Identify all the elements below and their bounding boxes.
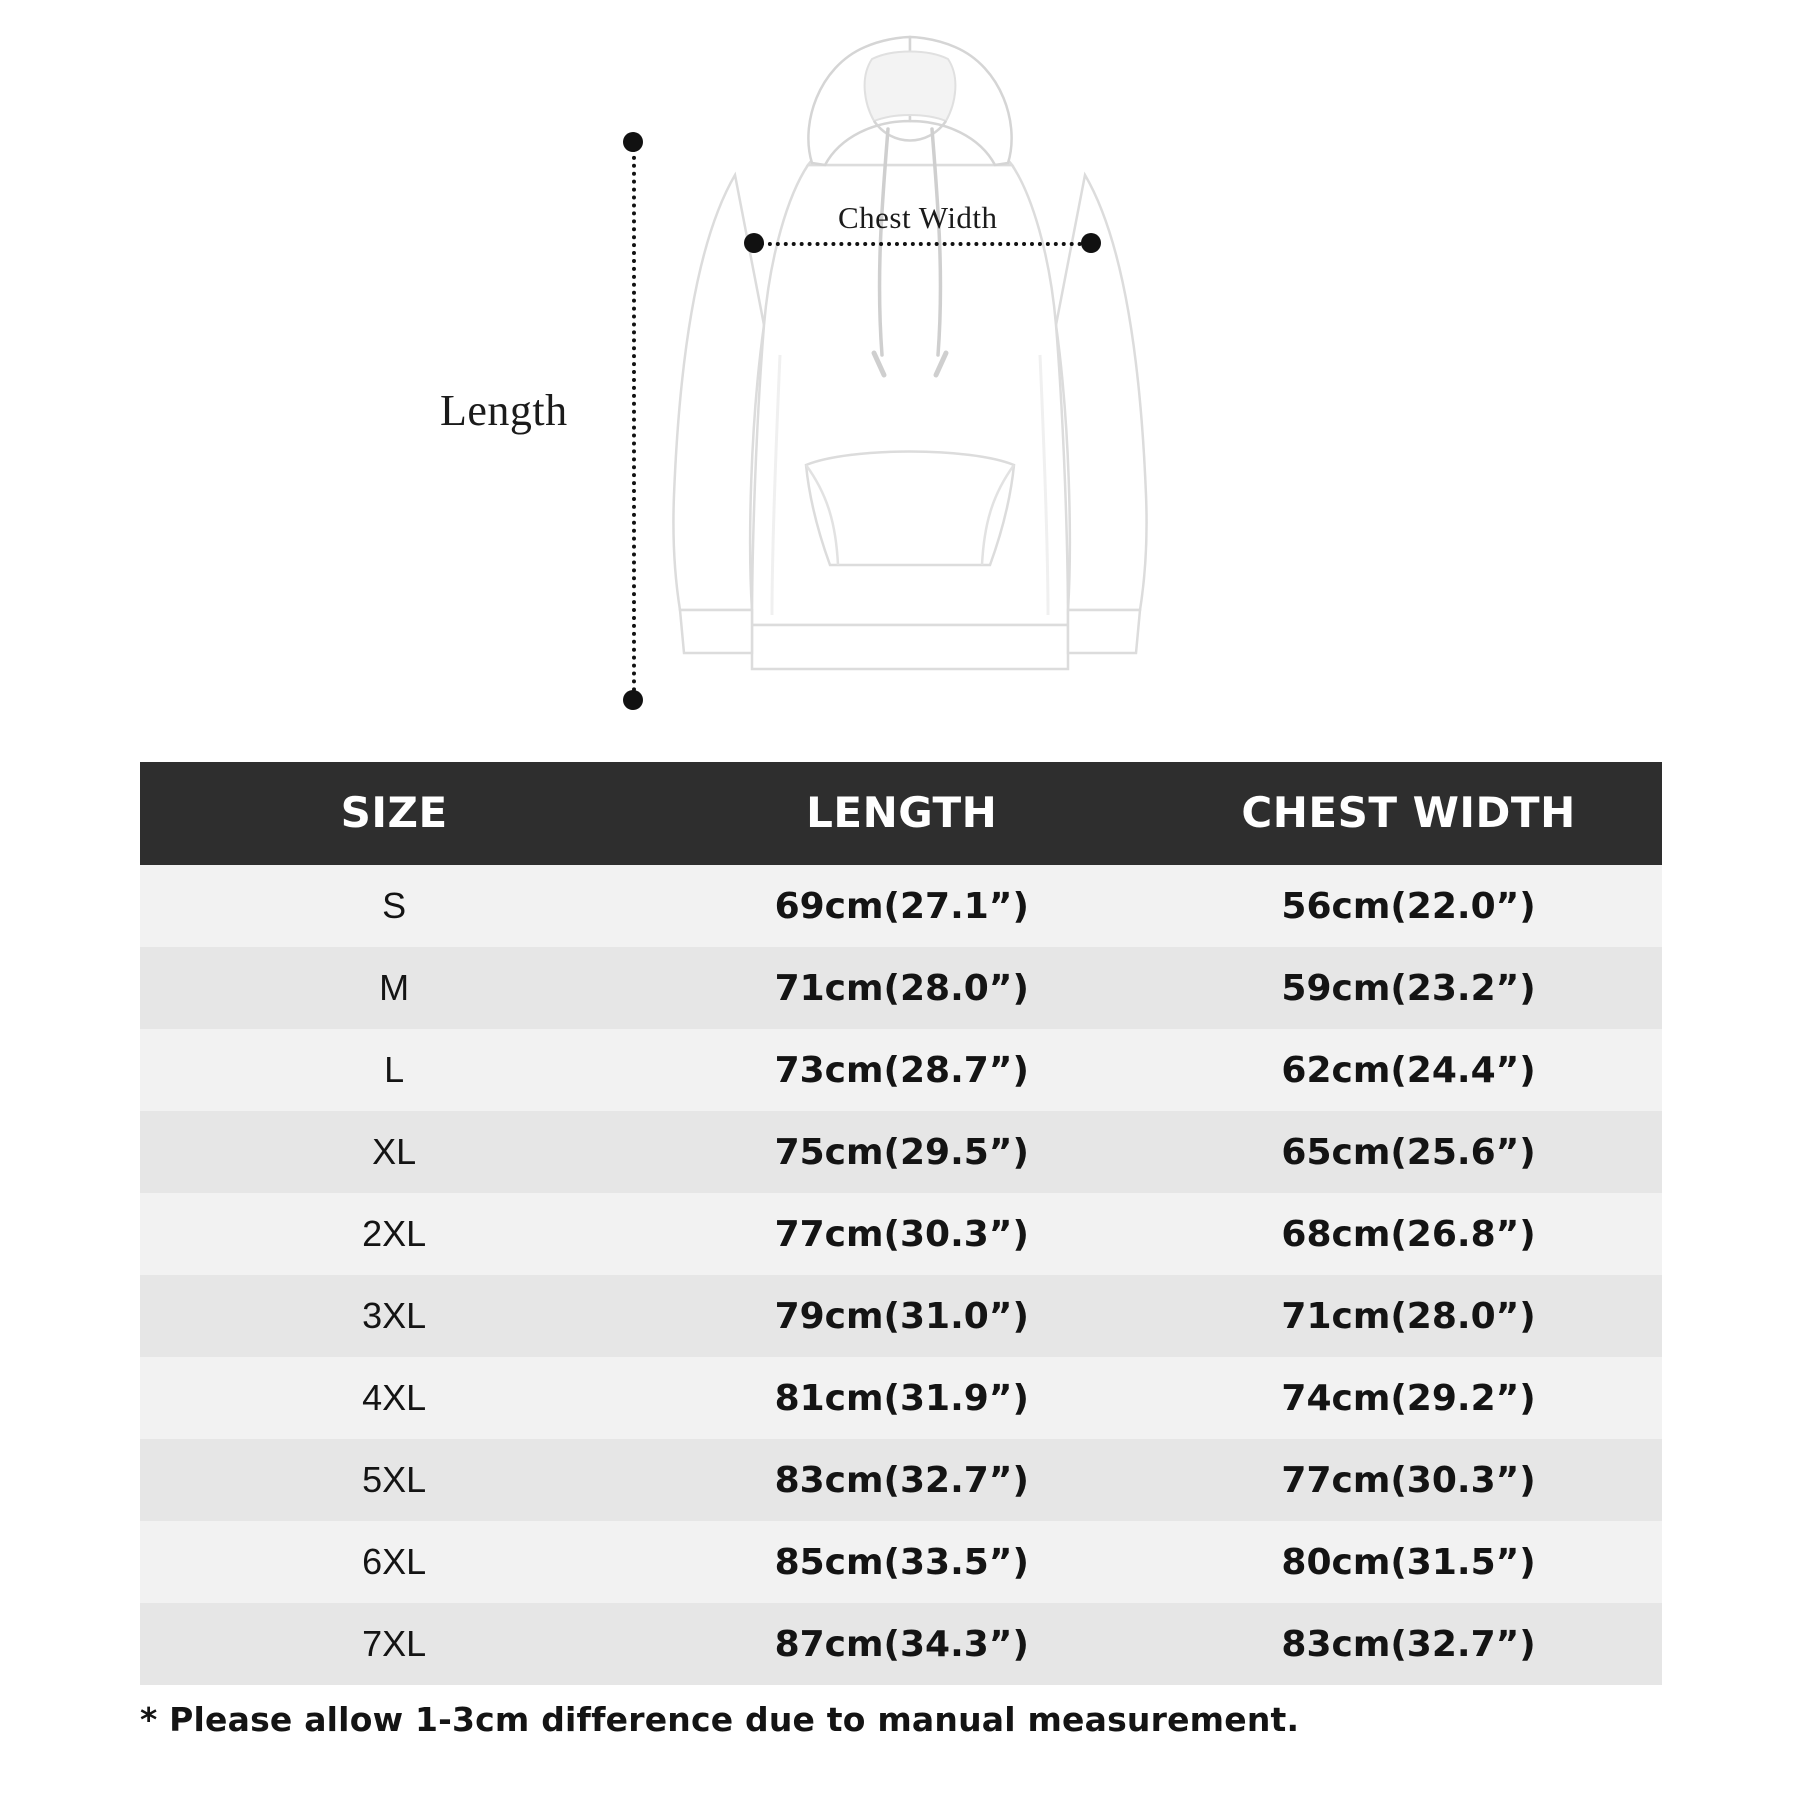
cell-length: 87cm(34.3”) — [648, 1603, 1155, 1685]
table-row — [140, 865, 1662, 947]
cell-chest: 68cm(26.8”) — [1155, 1193, 1662, 1275]
cell-size: L — [140, 1029, 648, 1111]
table-header-row — [140, 762, 1662, 865]
cell-chest: 77cm(30.3”) — [1155, 1439, 1662, 1521]
chest-width-label: Chest Width — [838, 200, 998, 235]
cell-chest: 59cm(23.2”) — [1155, 947, 1662, 1029]
table-row — [140, 1111, 1662, 1193]
cell-length: 71cm(28.0”) — [648, 947, 1155, 1029]
cell-length: 69cm(27.1”) — [648, 865, 1155, 947]
table-row — [140, 947, 1662, 1029]
cell-chest: 56cm(22.0”) — [1155, 865, 1662, 947]
table-row — [140, 1603, 1662, 1685]
cell-size: 3XL — [140, 1275, 648, 1357]
length-label: Length — [440, 386, 568, 435]
cell-size: XL — [140, 1111, 648, 1193]
measurement-footnote: * Please allow 1-3cm difference due to manual measurement. — [140, 1700, 1300, 1739]
table-row — [140, 1275, 1662, 1357]
cell-length: 79cm(31.0”) — [648, 1275, 1155, 1357]
cell-length: 81cm(31.9”) — [648, 1357, 1155, 1439]
cell-size: S — [140, 865, 648, 947]
column-header-chest-width: CHEST WIDTH — [1155, 762, 1662, 865]
cell-size: 6XL — [140, 1521, 648, 1603]
table-row — [140, 1029, 1662, 1111]
cell-length: 85cm(33.5”) — [648, 1521, 1155, 1603]
cell-chest: 71cm(28.0”) — [1155, 1275, 1662, 1357]
cell-size: M — [140, 947, 648, 1029]
length-measure-dot-top — [623, 132, 643, 152]
length-measure-line — [632, 140, 636, 700]
cell-size: 4XL — [140, 1357, 648, 1439]
cell-size: 2XL — [140, 1193, 648, 1275]
cell-chest: 74cm(29.2”) — [1155, 1357, 1662, 1439]
column-header-length: LENGTH — [648, 762, 1155, 865]
hoodie-illustration — [660, 25, 1160, 715]
cell-chest: 80cm(31.5”) — [1155, 1521, 1662, 1603]
column-header-size: SIZE — [140, 762, 648, 865]
size-chart-table — [140, 762, 1662, 1685]
cell-chest: 83cm(32.7”) — [1155, 1603, 1662, 1685]
cell-length: 83cm(32.7”) — [648, 1439, 1155, 1521]
table-row — [140, 1357, 1662, 1439]
length-measure-dot-bottom — [623, 690, 643, 710]
size-chart-illustration — [0, 0, 1800, 760]
cell-chest: 65cm(25.6”) — [1155, 1111, 1662, 1193]
table-row — [140, 1439, 1662, 1521]
chest-measure-dot-right — [1081, 233, 1101, 253]
table-row — [140, 1193, 1662, 1275]
cell-chest: 62cm(24.4”) — [1155, 1029, 1662, 1111]
cell-length: 75cm(29.5”) — [648, 1111, 1155, 1193]
chest-measure-dot-left — [744, 233, 764, 253]
cell-size: 5XL — [140, 1439, 648, 1521]
cell-length: 73cm(28.7”) — [648, 1029, 1155, 1111]
table-row — [140, 1521, 1662, 1603]
cell-length: 77cm(30.3”) — [648, 1193, 1155, 1275]
chest-measure-line — [752, 242, 1090, 246]
cell-size: 7XL — [140, 1603, 648, 1685]
